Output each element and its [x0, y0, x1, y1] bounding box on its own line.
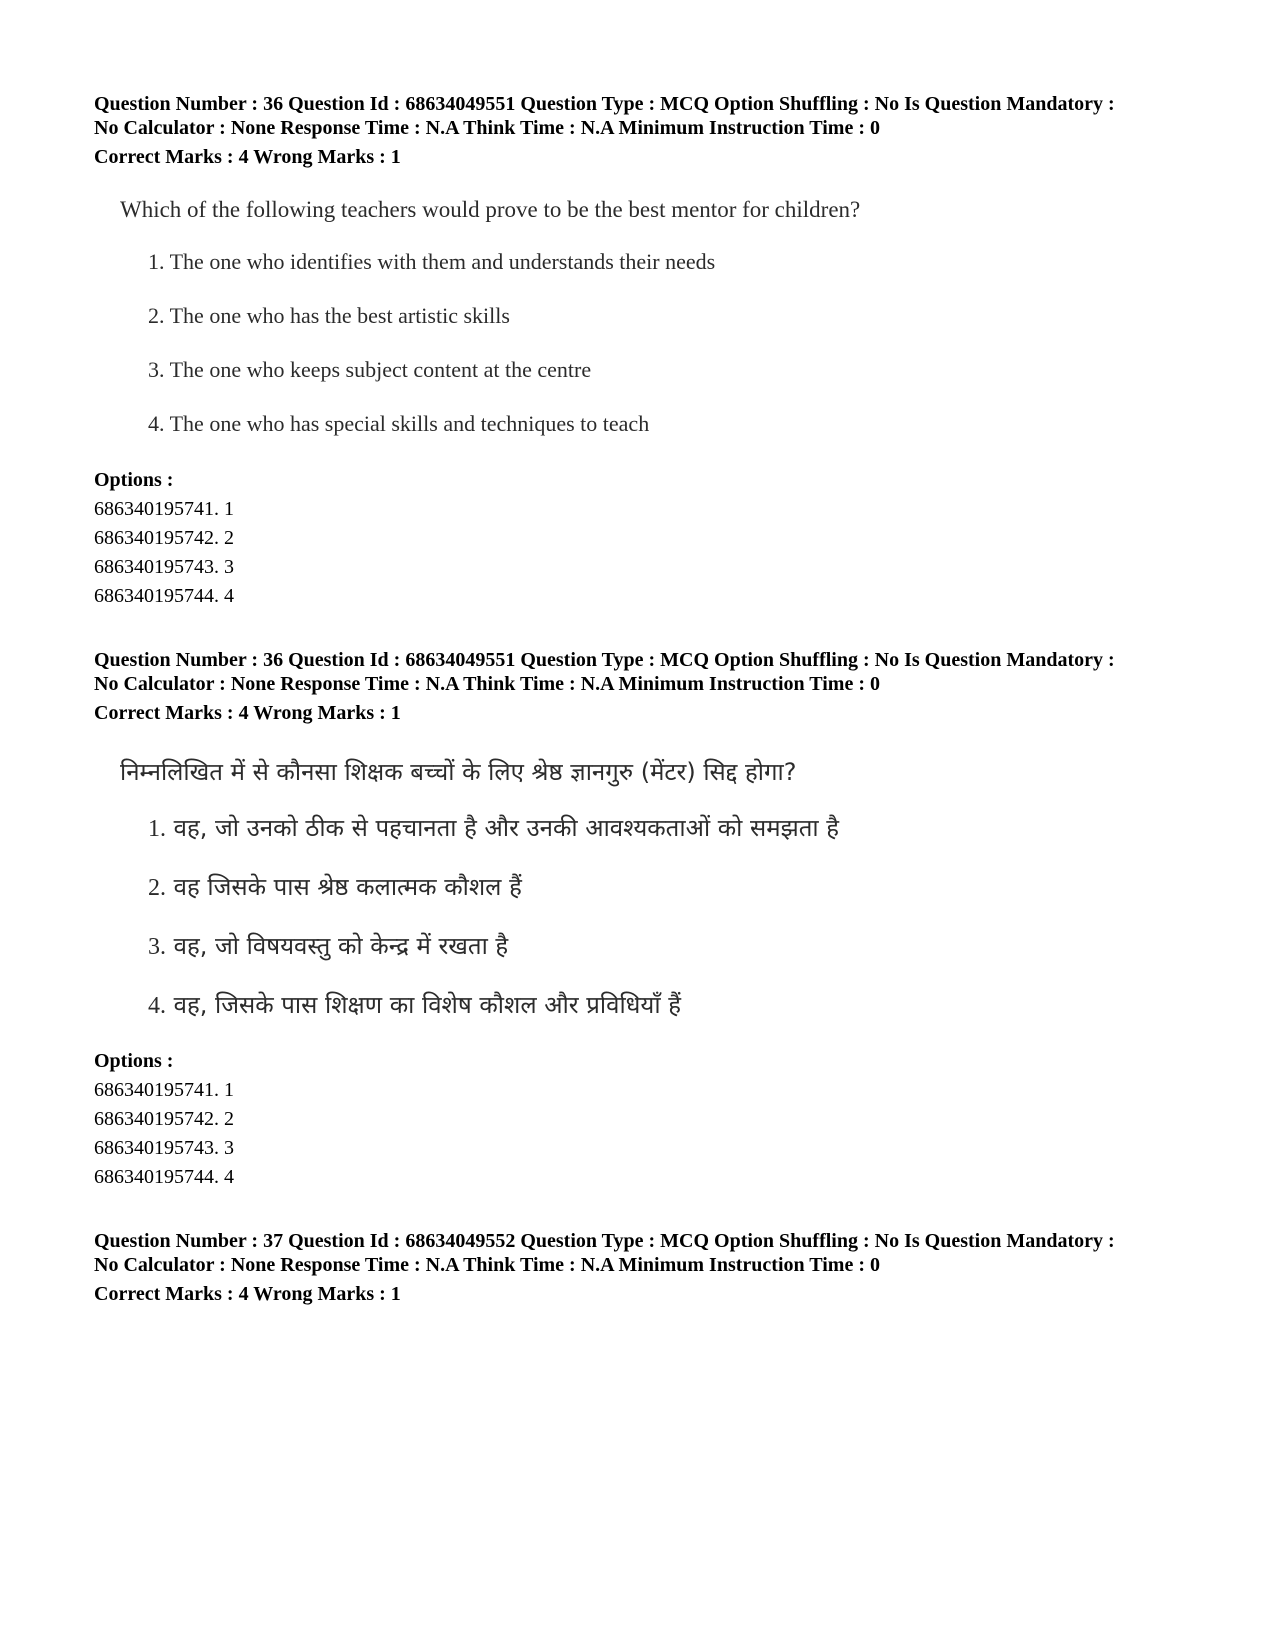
question-choice-3: 3. वह, जो विषयवस्तु को केन्द्र में रखता है — [148, 932, 509, 960]
question-choice-3: 3. The one who keeps subject content at the centre — [148, 357, 592, 382]
question-image-english — [120, 196, 1020, 438]
question-header-3 — [94, 1229, 1194, 1306]
question-marks: Correct Marks : 4 Wrong Marks : 1 — [94, 702, 401, 724]
option-row: 686340195743. 3 — [94, 1137, 234, 1159]
question-meta-line-1: Question Number : 37 Question Id : 68634049552 Question Type : MCQ Option Shuffling : No Is Question Mandatory : — [94, 1230, 1115, 1252]
question-header-1 — [94, 92, 1194, 169]
option-row: 686340195742. 2 — [94, 1108, 234, 1130]
options-label: Options : — [94, 1050, 174, 1072]
option-row: 686340195741. 1 — [94, 1079, 234, 1101]
options-list-2 — [94, 1047, 1194, 1192]
question-header-2 — [94, 648, 1194, 725]
option-row: 686340195744. 4 — [94, 1166, 234, 1188]
question-meta-line-1: Question Number : 36 Question Id : 68634049551 Question Type : MCQ Option Shuffling : No Is Question Mandatory : — [94, 649, 1115, 671]
question-choice-2: 2. वह जिसके पास श्रेष्ठ कलात्मक कौशल हैं — [148, 873, 522, 901]
question-choice-1: 1. वह, जो उनको ठीक से पहचानता है और उनकी आवश्यकताओं को समझता है — [148, 814, 839, 842]
question-marks: Correct Marks : 4 Wrong Marks : 1 — [94, 146, 401, 168]
question-meta-line-2: No Calculator : None Response Time : N.A Think Time : N.A Minimum Instruction Time : 0 — [94, 673, 880, 695]
question-text: निम्नलिखित में से कौनसा शिक्षक बच्चों के लिए श्रेष्ठ ज्ञानगुरु (मेंटर) सिद्द होगा? — [120, 758, 797, 786]
option-row: 686340195744. 4 — [94, 585, 234, 607]
options-label: Options : — [94, 469, 174, 491]
option-row: 686340195742. 2 — [94, 527, 234, 549]
question-meta-line-1: Question Number : 36 Question Id : 68634049551 Question Type : MCQ Option Shuffling : No Is Question Mandatory : — [94, 93, 1115, 115]
option-row: 686340195741. 1 — [94, 498, 234, 520]
question-meta-line-2: No Calculator : None Response Time : N.A Think Time : N.A Minimum Instruction Time : 0 — [94, 1254, 880, 1276]
question-choice-2: 2. The one who has the best artistic skills — [148, 303, 510, 328]
question-text: Which of the following teachers would prove to be the best mentor for children? — [120, 197, 861, 222]
question-choice-4: 4. The one who has special skills and techniques to teach — [148, 411, 650, 436]
question-choice-1: 1. The one who identifies with them and understands their needs — [148, 249, 716, 274]
option-row: 686340195743. 3 — [94, 556, 234, 578]
question-meta-line-2: No Calculator : None Response Time : N.A Think Time : N.A Minimum Instruction Time : 0 — [94, 117, 880, 139]
question-choice-4: 4. वह, जिसके पास शिक्षण का विशेष कौशल और प्रविधियाँ हैं — [148, 991, 681, 1019]
options-list-1 — [94, 466, 1194, 611]
question-marks: Correct Marks : 4 Wrong Marks : 1 — [94, 1283, 401, 1305]
question-image-hindi — [120, 756, 1020, 1022]
